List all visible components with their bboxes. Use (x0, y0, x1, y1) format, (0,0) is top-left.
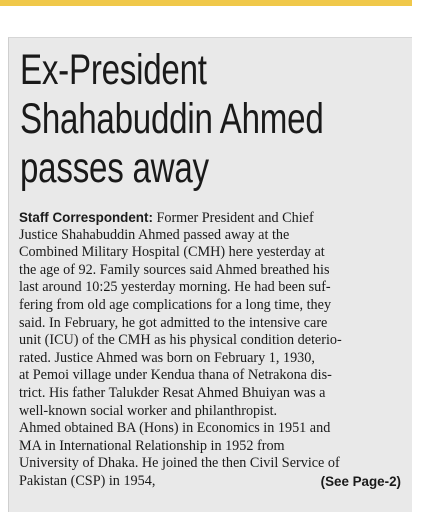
headline-line-3: passes away (20, 144, 209, 192)
headline-line-2: Shahabuddin Ahmed (20, 95, 324, 143)
headline-line-1: Ex-President (20, 46, 207, 94)
body-line-11: trict. His father Talukder Resat Ahmed Bhuiyan was a (19, 384, 326, 401)
body-line-9: rated. Justice Ahmed was born on February 1, 1930, (19, 349, 315, 366)
body-line-13: Ahmed obtained BA (Hons) in Economics in 1951 and (19, 420, 331, 437)
body-line-8: unit (ICU) of the CMH as his physical condition deterio- (19, 332, 342, 349)
body-line-5: last around 10:25 yesterday morning. He had been suf- (19, 279, 331, 296)
body-line-2: Justice Shahabuddin Ahmed passed away at the (19, 226, 290, 243)
article-body (19, 209, 403, 491)
body-line-4: the age of 92. Family sources said Ahmed breathed his (19, 261, 330, 278)
top-color-rule (0, 0, 412, 6)
body-line-7: said. In February, he got admitted to the intensive care (19, 314, 328, 331)
body-line-16 (19, 473, 403, 491)
body-line-10: at Pemoi village under Kendua thana of Netrakona dis- (19, 367, 332, 384)
body-line-12: well-known social worker and philanthropist. (19, 402, 278, 419)
body-line-1-text: Former President and Chief (152, 210, 314, 226)
body-line-1 (19, 209, 403, 227)
byline: Staff Correspondent: (19, 210, 153, 225)
article-headline (20, 46, 324, 193)
body-line-14: MA in International Relationship in 1952 from (19, 437, 285, 454)
body-line-16-text: Pakistan (CSP) in 1954, (19, 472, 156, 489)
body-line-3: Combined Military Hospital (CMH) here yesterday at (19, 244, 325, 261)
body-line-6: fering from old age complications for a long time, they (19, 296, 332, 313)
see-page-continuation: (See Page-2) (320, 473, 401, 489)
body-line-15: University of Dhaka. He joined the then Civil Service of (19, 455, 340, 472)
